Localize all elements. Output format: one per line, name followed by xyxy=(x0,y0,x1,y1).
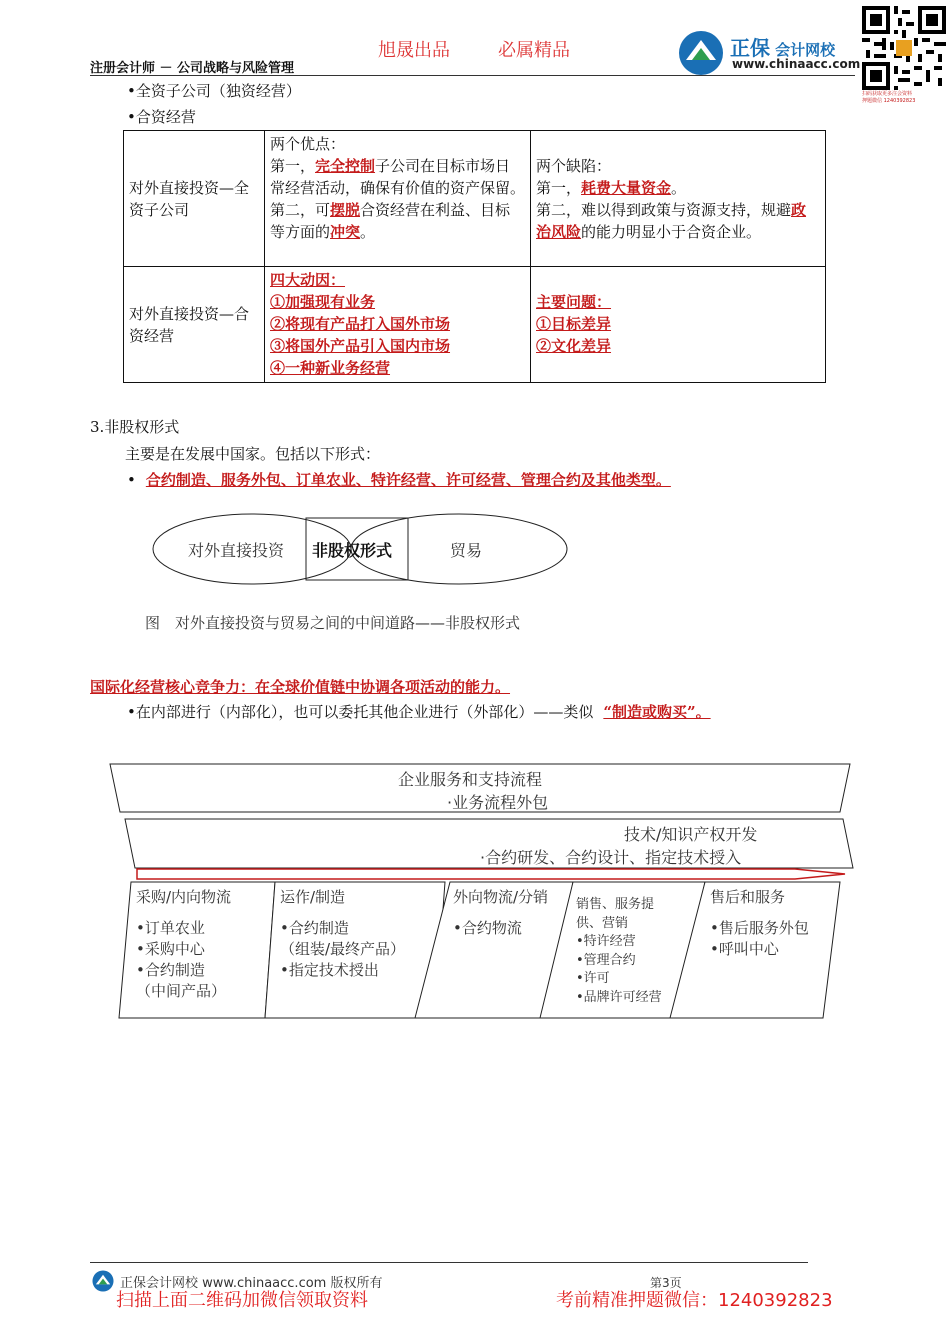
bullet-joint-venture: •合资经营 xyxy=(127,108,196,126)
logo-url: www.chinaacc.com xyxy=(732,57,861,71)
table-row xyxy=(124,131,826,267)
footer-ad-right: 考前精准押题微信：1240392823 xyxy=(556,1290,833,1311)
slogan-1: 旭晟出品 xyxy=(378,40,450,61)
stage-item: •合约制造 xyxy=(136,961,205,979)
advantages-cell xyxy=(265,131,531,267)
stage-item: •呼叫中心 xyxy=(710,940,779,958)
footer-copyright: 正保会计网校 www.chinaacc.com 版权所有 xyxy=(120,1276,383,1291)
qr-code-icon xyxy=(862,6,946,90)
stage-item: •特许经营 xyxy=(576,934,636,949)
footer-page-number: 第3页 xyxy=(650,1276,682,1290)
logo-name: 正保 xyxy=(730,36,770,60)
logo-sub: 会计网校 xyxy=(775,41,836,59)
table-row xyxy=(124,267,826,383)
progress-arrow xyxy=(137,869,845,879)
stage-title: 售后和服务 xyxy=(710,888,786,906)
venn-label-trade: 贸易 xyxy=(450,541,483,560)
disadvantage-2: 第二，难以得到政策与资源支持，规避政治风险的能力明显小于合资企业。 xyxy=(536,200,807,241)
stage-item: •采购中心 xyxy=(136,940,205,958)
qr-note-2: 押题微信 1240392823 xyxy=(862,98,916,104)
qr-note-1: 扫码获取更多注会资料 xyxy=(862,91,913,97)
slogan-2: 必属精品 xyxy=(498,40,570,61)
logo-icon xyxy=(678,30,724,76)
stage-title: 外向物流/分销 xyxy=(453,888,549,906)
section-intro: 主要是在发展中国家。包括以下形式： xyxy=(125,445,381,463)
motive-item: ③将国外产品引入国内市场 xyxy=(270,337,451,355)
problem-item: ①目标差异 xyxy=(536,315,612,333)
problems-title: 主要问题： xyxy=(536,293,612,311)
motive-item: ②将现有产品打入国外市场 xyxy=(270,315,451,333)
chinaacc-logo xyxy=(678,30,861,76)
footer-logo-icon xyxy=(92,1270,114,1292)
stage-item: •管理合约 xyxy=(576,952,636,968)
non-equity-forms: • 合约制造、服务外包、订单农业、特许经营、许可经营、管理合约及其他类型。 xyxy=(127,471,671,489)
stage-item: •品牌许可经营 xyxy=(576,989,662,1005)
stage-item: •合约制造 xyxy=(280,919,349,937)
disadvantages-title: 两个缺陷： xyxy=(536,156,612,175)
stage-item: •订单农业 xyxy=(136,919,205,937)
core-competence-line: •在内部进行（内部化），也可以委托其他企业进行（外部化）——类似 “制造或购买”。 xyxy=(127,703,711,721)
stage-item: •许可 xyxy=(576,971,610,986)
advantages-title: 两个优点： xyxy=(270,135,346,153)
footer-rule xyxy=(90,1262,808,1263)
problem-item: ②文化差异 xyxy=(536,337,612,355)
stage-title: 采购/内向物流 xyxy=(136,888,232,906)
stage-operations xyxy=(280,887,405,981)
venn-caption: 图 对外直接投资与贸易之间的中间道路——非股权形式 xyxy=(145,614,521,632)
stage-item: •指定技术授出 xyxy=(280,961,379,979)
header-subject: 注册会计师 － 公司战略与风险管理 xyxy=(90,61,295,76)
advantage-1: 第一，完全控制子公司在目标市场日常经营活动，确保有价值的资产保留。 xyxy=(270,157,526,197)
footer-ad-left: 扫描上面二维码加微信领取资料 xyxy=(116,1290,368,1311)
stage-item: （中间产品） xyxy=(136,982,227,1000)
disadvantage-1: 第一，耗费大量资金。 xyxy=(536,178,687,197)
advantage-2: 第二，可摆脱合资经营在利益、目标等方面的冲突。 xyxy=(270,201,511,241)
motive-item: ①加强现有业务 xyxy=(270,293,376,311)
stage-item: （组装/最终产品） xyxy=(280,940,406,958)
venn-label-fdi: 对外直接投资 xyxy=(188,541,285,560)
core-competence-title: 国际化经营核心竞争力：在全球价值链中协调各项活动的能力。 xyxy=(90,678,511,696)
support-2-title: 技术/知识产权开发 xyxy=(624,825,758,844)
problems-cell xyxy=(531,267,826,383)
investment-comparison-table xyxy=(123,130,826,383)
row-label: 对外直接投资—合资经营 xyxy=(124,267,265,383)
stage-outbound xyxy=(453,887,548,939)
support-1-title: 企业服务和支持流程 xyxy=(398,770,543,789)
stage-title: 运作/制造 xyxy=(280,888,346,906)
stage-procurement xyxy=(136,887,231,1002)
motive-item: ④一种新业务经营 xyxy=(270,359,391,377)
disadvantages-cell xyxy=(531,131,826,267)
stage-item: •合约物流 xyxy=(453,919,522,937)
motives-cell xyxy=(265,267,531,383)
support-1-sub: ·业务流程外包 xyxy=(447,793,549,812)
support-2-sub: ·合约研发、合约设计、指定技术授入 xyxy=(480,848,742,867)
section-heading: 3.非股权形式 xyxy=(90,418,180,436)
header-rule xyxy=(90,75,855,76)
motives-title: 四大动因： xyxy=(270,271,346,289)
row-label: 对外直接投资—全资子公司 xyxy=(124,131,265,267)
venn-label-non-equity: 非股权形式 xyxy=(312,541,393,560)
bullet-wholly-owned: •全资子公司（独资经营） xyxy=(127,82,301,100)
stage-title: 销售、服务提供、营销 xyxy=(576,897,655,931)
stage-after-sales xyxy=(710,887,809,960)
stage-sales xyxy=(576,896,662,1007)
stage-item: •售后服务外包 xyxy=(710,919,809,937)
